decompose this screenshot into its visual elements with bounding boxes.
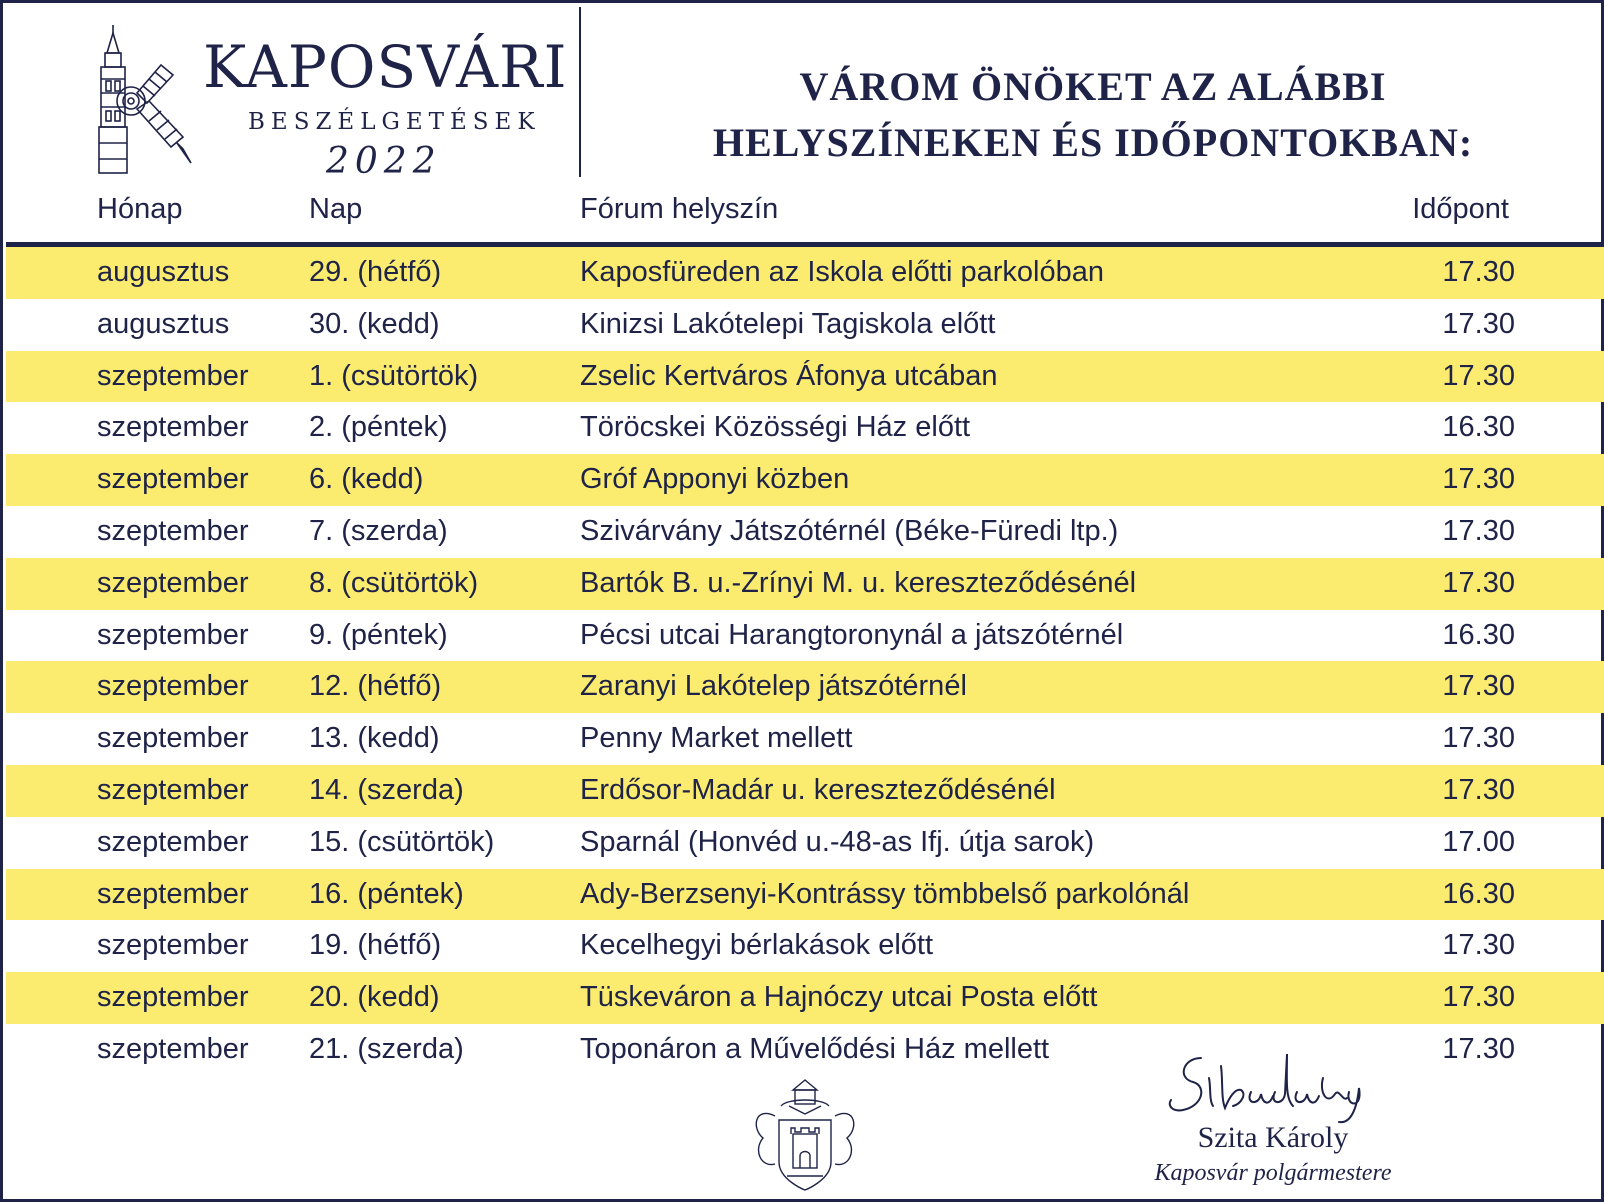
row-time: 17.30 [1442,256,1515,288]
signer-name: Szita Károly [1197,1121,1349,1154]
row-location: Pécsi utcai Harangtoronynál a játszótérnél [580,618,1124,651]
header-divider [579,7,581,177]
row-location: Szivárvány Játszótérnél (Béke-Füredi ltp.) [580,514,1119,547]
signature-icon [1163,1048,1383,1128]
row-location: Gróf Apponyi közben [580,463,850,496]
row-month: szeptember [97,981,249,1014]
table-row [6,817,1604,869]
row-month: szeptember [97,566,249,599]
row-time: 17.30 [1442,929,1515,962]
row-location: Sparnál (Honvéd u.-48-as Ifj. útja sarok) [580,825,1095,858]
row-time: 17.30 [1442,1032,1515,1065]
row-location: Ady-Berzsenyi-Kontrássy tömbbelső parkolónál [580,877,1190,910]
row-day: 19. (hétfő) [309,929,442,962]
brand-year: 2022 [326,141,442,182]
row-day: 13. (kedd) [309,722,440,755]
kaposvar-k-tower-logo-icon [91,23,201,178]
table-row [6,920,1604,972]
table-row [6,661,1604,713]
row-day: 12. (hétfő) [309,670,442,703]
table-row [6,454,1604,506]
row-time: 17.30 [1442,773,1515,806]
row-month: szeptember [97,877,249,910]
table-row [6,869,1604,921]
coat-of-arms-icon [745,1076,865,1196]
row-month: szeptember [97,722,249,755]
headline [623,59,1563,171]
row-day: 29. (hétfő) [309,256,442,288]
row-day: 7. (szerda) [309,514,448,547]
row-location: Zaranyi Lakótelep játszótérnél [580,670,967,703]
row-time: 17.30 [1442,722,1515,755]
row-time: 17.30 [1442,981,1515,1014]
column-header-month: Hónap [97,193,183,225]
table-row [6,351,1604,403]
row-day: 20. (kedd) [309,981,440,1014]
row-day: 16. (péntek) [309,877,464,910]
row-location: Tüskeváron a Hajnóczy utcai Posta előtt [580,981,1098,1014]
row-day: 30. (kedd) [309,307,440,340]
row-time: 17.30 [1442,566,1515,599]
row-month: szeptember [97,463,249,496]
table-row [6,610,1604,662]
table-row [6,506,1604,558]
row-month: szeptember [97,825,249,858]
row-day: 1. (csütörtök) [309,359,479,392]
signer-title: Kaposvár polgármestere [1154,1160,1392,1186]
table-row [6,299,1604,351]
row-month: augusztus [97,256,230,288]
row-month: augusztus [97,307,230,340]
row-day: 14. (szerda) [309,773,464,806]
row-time: 16.30 [1442,877,1515,910]
row-time: 16.30 [1442,618,1515,651]
row-month: szeptember [97,411,249,444]
row-month: szeptember [97,670,249,703]
row-location: Kinizsi Lakótelepi Tagiskola előtt [580,307,996,340]
table-row [6,558,1604,610]
row-day: 9. (péntek) [309,618,448,651]
row-month: szeptember [97,1032,249,1065]
row-location: Penny Market mellett [580,722,853,755]
headline-line-1: VÁROM ÖNÖKET AZ ALÁBBI [799,64,1387,109]
table-row [6,765,1604,817]
row-time: 17.30 [1442,307,1515,340]
row-day: 15. (csütörtök) [309,825,495,858]
row-time: 17.30 [1442,359,1515,392]
row-month: szeptember [97,773,249,806]
row-location: Kaposfüreden az Iskola előtti parkolóban [580,256,1104,288]
row-location: Erdősor-Madár u. kereszteződésénél [580,773,1056,806]
row-month: szeptember [97,618,249,651]
row-day: 21. (szerda) [309,1032,464,1065]
row-time: 17.30 [1442,514,1515,547]
column-header-location: Fórum helyszín [580,193,779,225]
row-time: 17.30 [1442,463,1515,496]
table-row [6,972,1604,1024]
row-location: Zselic Kertváros Áfonya utcában [580,359,998,392]
row-day: 8. (csütörtök) [309,566,479,599]
row-month: szeptember [97,359,249,392]
column-header-day: Nap [309,193,363,225]
brand-title: KAPOSVÁRI [203,33,568,101]
column-header-time: Időpont [1412,193,1509,225]
brand-subtitle: BESZÉLGETÉSEK [248,109,541,135]
row-time: 17.00 [1442,825,1515,858]
table-row [6,713,1604,765]
table-row [6,247,1604,299]
row-time: 16.30 [1442,411,1515,444]
row-month: szeptember [97,514,249,547]
table-row [6,402,1604,454]
row-location: Toponáron a Művelődési Ház mellett [580,1032,1050,1065]
row-location: Töröcskei Közösségi Ház előtt [580,411,971,444]
row-day: 6. (kedd) [309,463,424,496]
schedule-table [6,247,1604,1076]
headline-line-2: HELYSZÍNEKEN ÉS IDŐPONTOKBAN: [712,120,1474,165]
row-time: 17.30 [1442,670,1515,703]
row-month: szeptember [97,929,249,962]
row-day: 2. (péntek) [309,411,448,444]
row-location: Kecelhegyi bérlakások előtt [580,929,934,962]
row-location: Bartók B. u.-Zrínyi M. u. kereszteződésénél [580,566,1137,599]
